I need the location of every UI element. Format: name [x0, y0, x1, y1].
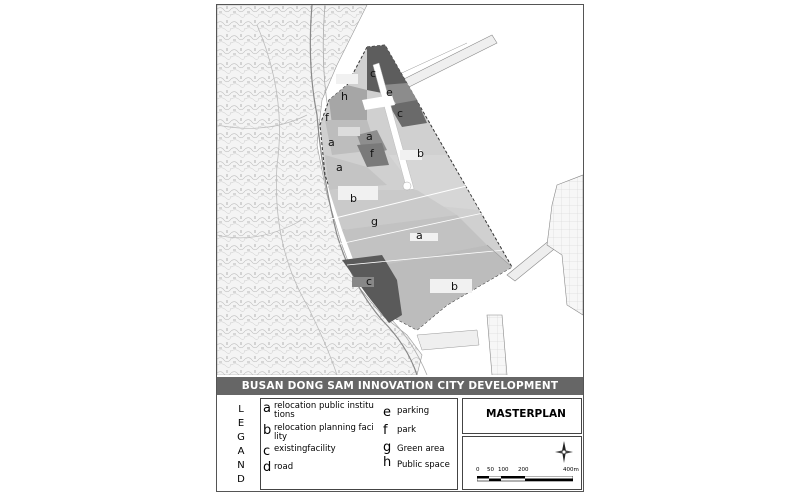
- legend-letter: c: [263, 444, 271, 459]
- masterplan-title: MASTERPLAN: [486, 408, 566, 420]
- legend-heading: [232, 404, 250, 486]
- zone-label: g: [371, 215, 378, 228]
- map-title: BUSAN DONG SAM INNOVATION CITY DEVELOPMENT: [241, 380, 559, 392]
- legend-heading-letter: N: [237, 460, 245, 471]
- zone-label: c: [366, 275, 373, 288]
- scale-label: 50: [487, 467, 494, 473]
- zone-tag: [336, 74, 358, 84]
- zone-tag: [410, 233, 438, 241]
- site-map: [217, 5, 583, 375]
- zone-label: f: [370, 147, 374, 160]
- legend-letter: d: [263, 460, 272, 475]
- legend-text: parking: [397, 406, 430, 416]
- legend-letter: f: [383, 423, 388, 438]
- scale-bar: [477, 476, 573, 482]
- legend-text: park: [397, 425, 417, 435]
- title-bar: [217, 377, 583, 395]
- scale-label: 100: [498, 467, 509, 473]
- legend-letter: e: [383, 405, 391, 420]
- legend-heading-letter: A: [237, 446, 245, 457]
- map-drawing: [217, 5, 583, 375]
- scale-label: 400m: [563, 467, 579, 473]
- zone-label: c: [397, 107, 404, 120]
- zone-tag: [338, 127, 360, 136]
- zone-tag: [338, 186, 378, 200]
- zone-label: b: [451, 280, 458, 293]
- legend-text: Green area: [397, 444, 445, 454]
- zone-label: a: [328, 136, 335, 149]
- zone-label: f: [325, 111, 329, 124]
- legend-text: Public space: [397, 460, 450, 470]
- legend-text: relocation planning faci lity: [274, 423, 374, 442]
- legend-text: road: [274, 462, 294, 472]
- zone-label: b: [350, 192, 357, 205]
- zone-label: a: [336, 161, 343, 174]
- zone-label: e: [386, 86, 393, 99]
- legend-text: existingfacility: [274, 444, 336, 454]
- zone-label: b: [417, 147, 424, 160]
- legend-text: relocation public institu tions: [274, 401, 374, 420]
- legend-heading-letter: G: [237, 432, 245, 443]
- legend-letter: b: [263, 423, 272, 438]
- legend-letter: h: [383, 455, 392, 470]
- legend-heading-letter: D: [237, 474, 245, 485]
- zone-label: h: [341, 90, 348, 103]
- zone-label: c: [370, 67, 377, 80]
- zone-label: a: [366, 130, 373, 143]
- legend-heading-letter: L: [238, 404, 244, 415]
- scale-label: 0: [476, 467, 480, 473]
- legend-letter: g: [383, 440, 392, 455]
- zone-label: a: [416, 229, 423, 242]
- legend-heading-letter: E: [237, 418, 245, 429]
- legend-letter: a: [263, 401, 271, 416]
- scale-label: 200: [518, 467, 529, 473]
- compass-rose-icon: [554, 440, 574, 464]
